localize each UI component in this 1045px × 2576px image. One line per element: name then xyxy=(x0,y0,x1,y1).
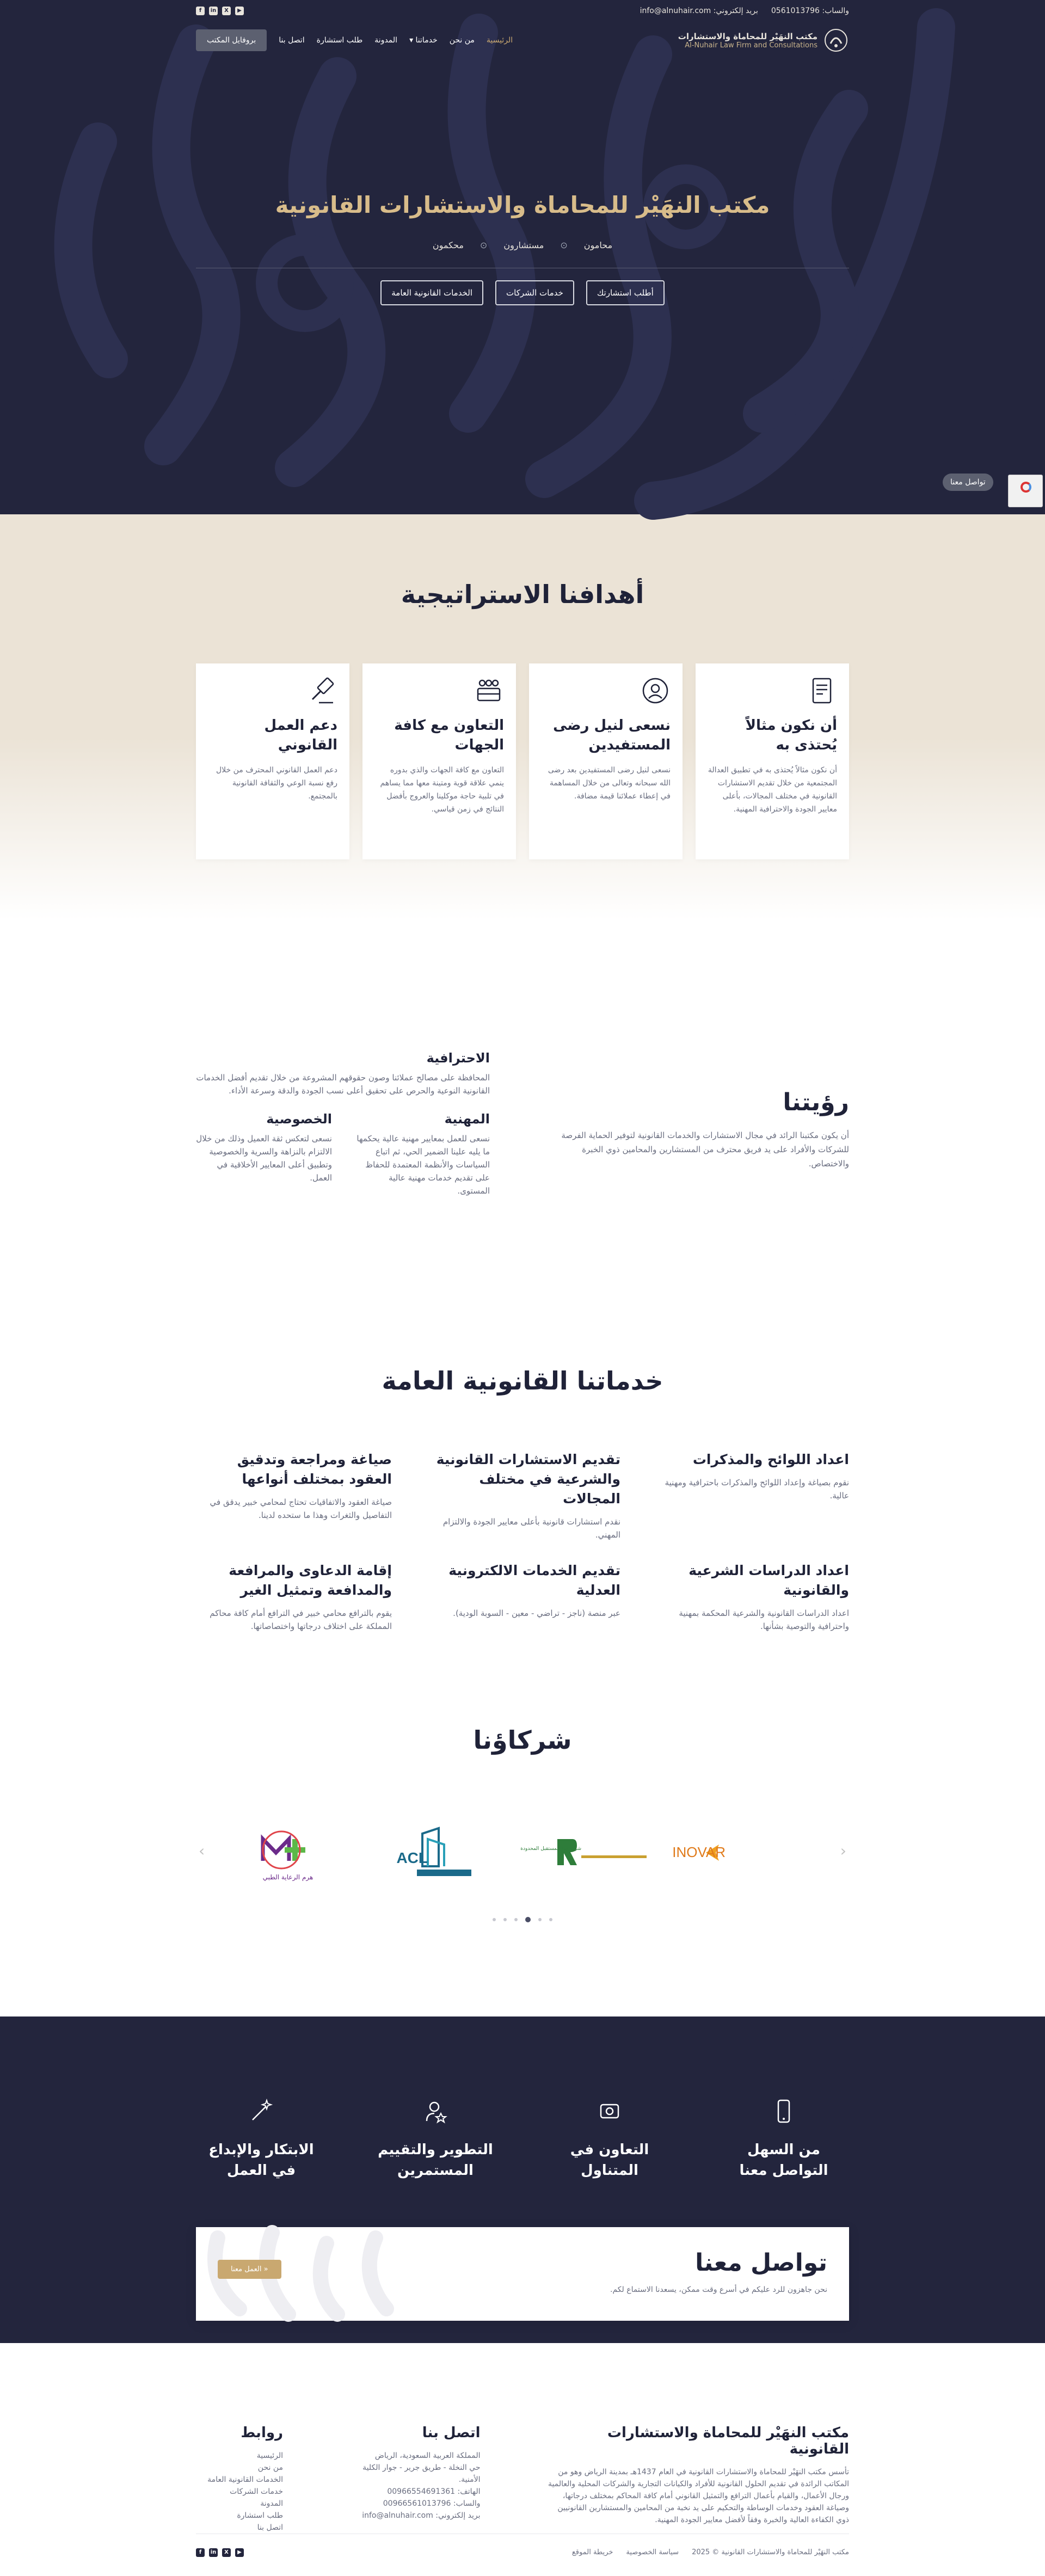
company-services-button[interactable]: خدمات الشركات xyxy=(495,280,574,305)
brand[interactable] xyxy=(678,27,849,53)
goal-title: التعاون مع كافة الجهات xyxy=(394,717,504,753)
nav-menu xyxy=(196,29,513,51)
vision-text: أن يكون مكتبنا الرائد في مجال الاستشارات والخدمات القانونية لتوفير الحماية الفرصة للشركات والأفراد على يد فريق محترف من المستشارين والمحامين ذوي الخبرة والاختصاص. xyxy=(561,1130,849,1169)
goal-text: أن نكون مثالاً يُحتذى به في تطبيق العدالة المجتمعية من خلال تقديم الاستشارات القانونية في مختلف المجالات، بأعلى معايير الجودة والاحترافية المهنية. xyxy=(708,766,837,814)
brand-logo-icon xyxy=(823,27,849,53)
footer-link[interactable]: المدونة xyxy=(260,2499,283,2508)
brand-name-ar: مكتب النهَيْر للمحاماة والاستشارات xyxy=(678,31,817,41)
recaptcha-badge[interactable] xyxy=(1008,475,1043,507)
document-icon xyxy=(807,675,837,706)
carousel-dot[interactable] xyxy=(503,1918,507,1921)
partner-name: شركة بناء المستقبل المحدودة xyxy=(520,1846,581,1852)
goal-text: التعاون مع كافة الجهات والذي بدوره ينمي علاقة قوية ومتينة معها مما يساهم في تلبية حاجة موكلينا والعروج بأفضل النتائج في زمن قياسي. xyxy=(380,766,504,814)
footer-social-links xyxy=(196,2548,244,2557)
footer-about-text: تأسس مكتب النهَيْر للمحاماة والاستشارات القانونية في العام 1437هـ بمدينة الرياض وهو من المكاتب الرائدة في تقديم الحلول القانونية للأفراد والكيانات التجارية والشركات المحلية والعالمية ورجال الأعمال، والقيام بأعمال الترافع والتمثيل القانوني أمام كافة المحاكم بمختلف درجاتها، وصياغة العقود وخدمات الوساطة والتحكيم على يد نخبة من المحامين والمستشارين القانونيين ذوي الكفاءة العالية والخبرة وفقاً لأفضل معايير الجودة المهنية. xyxy=(548,2468,849,2524)
service-title: صياغة ومراجعة وتدقيق العقود بمختلف أنواعها xyxy=(237,1452,392,1487)
nav-about[interactable]: من نحن xyxy=(449,36,475,45)
contact-chat-button[interactable]: تواصل معنا xyxy=(943,474,993,491)
topbar-whatsapp[interactable]: والساب: 0561013796 xyxy=(771,7,849,15)
request-consultation-button[interactable]: أطلب استشارتك xyxy=(586,280,665,305)
brand-name-en: Al-Nuhair Law Firm and Consultations xyxy=(685,41,817,50)
footer-contact xyxy=(350,2425,481,2534)
goal-card xyxy=(529,663,683,859)
goals-section xyxy=(0,514,1045,920)
service-item[interactable] xyxy=(425,1561,620,1633)
footer-about xyxy=(547,2425,849,2534)
hero-tagline xyxy=(196,240,849,250)
copyright-bar xyxy=(196,2534,849,2571)
goals-title: أهدافنا الاستراتيجية xyxy=(401,580,644,609)
footer-link[interactable]: الخدمات القانونية العامة xyxy=(207,2475,283,2484)
contact-card xyxy=(196,2227,849,2321)
feature-title: التطوير والتقييم المستمرين xyxy=(378,2142,493,2179)
inovar-logo-icon xyxy=(672,1839,812,1866)
partner-logo-inovar[interactable] xyxy=(672,1823,812,1883)
feature-item xyxy=(718,2098,849,2181)
carousel-dot[interactable] xyxy=(514,1918,518,1921)
service-item[interactable] xyxy=(425,1450,620,1541)
service-title: اعداد الدراسات الشرعية والقانونية xyxy=(689,1563,849,1598)
partner-logo-acl[interactable] xyxy=(390,1823,499,1883)
service-item[interactable] xyxy=(653,1561,849,1633)
service-text: نقدم استشارات قانونية بأعلى معايير الجودة والالتزام المهني. xyxy=(442,1517,620,1540)
topbar-email[interactable]: بريد إلكتروني: info@alnuhair.com xyxy=(640,7,758,15)
goal-text: نسعى لنيل رضى المستفيدين بعد رضى الله سبحانه وتعالى من خلال المساهمة في إعطاء عملائنا قيمة مضافة. xyxy=(548,766,671,801)
nav-blog[interactable]: المدونة xyxy=(374,36,398,45)
footer-links-title: روابط xyxy=(241,2425,283,2441)
acl-logo-icon xyxy=(396,1823,482,1883)
service-text: اعداد الدراسات القانونية والشرعية المحكمة بمهنية واحترافية والتوصية بشأنها. xyxy=(679,1608,849,1631)
contact-card-text: نحن جاهزون للرد عليكم في أسرع وقت ممكن، يسعدنا الاستماع لكم. xyxy=(610,2285,827,2294)
value-title: المهنية xyxy=(444,1111,490,1127)
feature-item xyxy=(544,2098,675,2181)
goal-card xyxy=(362,663,516,859)
footer-link[interactable]: خدمات الشركات xyxy=(230,2487,283,2496)
value-title: الاحترافية xyxy=(426,1050,490,1066)
service-text: يقوم بالترافع محامي خبير في الترافع أمام كافة محاكم المملكة على اختلاف درجاتها واختصاصاتها. xyxy=(210,1608,392,1631)
tagline-item: محامون xyxy=(583,240,613,250)
hero-section xyxy=(0,0,1045,514)
profile-button[interactable]: بروفايل المكتب xyxy=(196,29,267,51)
youtube-icon[interactable]: ▶ xyxy=(235,2548,244,2557)
carousel-dot[interactable] xyxy=(538,1918,542,1921)
partners-section xyxy=(0,1725,1045,2016)
value-item xyxy=(196,1111,332,1197)
carousel-next-icon[interactable]: ‹ xyxy=(840,1842,846,1860)
feature-item xyxy=(196,2098,327,2181)
value-title: الخصوصية xyxy=(266,1111,332,1127)
tagline-item: محكمون xyxy=(432,240,464,250)
footer-contact-line: المملكة العربية السعودية، الرياض xyxy=(374,2451,481,2460)
carousel-dot[interactable] xyxy=(493,1918,496,1921)
partner-logo-haram[interactable] xyxy=(233,1823,342,1883)
nav-home[interactable]: الرئيسية xyxy=(486,36,513,45)
value-text: نسعى للعمل بمعايير مهنية عالية يحكمها ما يليه علينا الضمير الحي، ثم اتباع السياسات والأنظمة المعتمدة للحفاظ على تقديم خدمات مهنية عالية المستوى. xyxy=(356,1134,490,1196)
contact-card-title: تواصل معنا xyxy=(695,2249,827,2277)
nav-services[interactable]: خدماتنا ▾ xyxy=(409,36,438,45)
service-title: تقديم الاستشارات القانونية والشرعية في مختلف المجالات xyxy=(436,1452,620,1507)
separator-icon: ⊙ xyxy=(480,240,488,250)
services-title: خدماتنا القانونية العامة xyxy=(382,1366,663,1395)
footer-link[interactable]: من نحن xyxy=(257,2463,283,2472)
x-icon[interactable]: X xyxy=(222,2548,231,2557)
service-text: عبر منصة (ناجز - تراضي - معين - السوبة الودية). xyxy=(453,1608,620,1618)
team-icon xyxy=(474,675,504,706)
facebook-icon[interactable]: f xyxy=(196,7,205,15)
sparkle-icon xyxy=(248,2098,274,2124)
social-links xyxy=(196,7,244,15)
footer-whatsapp[interactable]: والساب: 00966561013796 xyxy=(383,2499,481,2508)
footer-email[interactable]: بريد إلكتروني: info@alnuhair.com xyxy=(362,2511,481,2520)
service-text: صياغة العقود والاتفاقيات تحتاج لمحامي خبير يدقق في التفاصيل والثغرات وهذا ما ستحده لدينا. xyxy=(210,1497,392,1520)
service-title: اعداد اللوائح والمذكرات xyxy=(692,1452,849,1467)
vision-section xyxy=(0,920,1045,1355)
goal-title: نسعى لنيل رضى المستفيدين xyxy=(553,717,671,753)
goal-card xyxy=(696,663,849,859)
award-icon xyxy=(422,2098,448,2124)
phone-icon xyxy=(771,2098,797,2124)
service-item[interactable] xyxy=(196,1450,392,1541)
linkedin-icon[interactable]: in xyxy=(209,2548,218,2557)
youtube-icon[interactable]: ▶ xyxy=(235,7,244,15)
gavel-icon xyxy=(307,675,337,706)
partner-logo-binaa[interactable] xyxy=(520,1823,655,1883)
partners-title: شركاؤنا xyxy=(473,1725,572,1755)
feature-item xyxy=(370,2098,501,2181)
haram-logo-icon xyxy=(250,1823,326,1883)
services-section xyxy=(0,1355,1045,1725)
vision-title: رؤيتنا xyxy=(783,1089,849,1116)
footer-contact-title: اتصل بنا xyxy=(422,2425,481,2441)
carousel-dots xyxy=(0,1918,1045,1922)
value-item xyxy=(354,1111,490,1197)
topbar xyxy=(196,0,849,20)
service-title: إقامة الدعاوى والمرافعة والمدافعة وتمثيل الغير xyxy=(229,1563,392,1598)
service-item[interactable] xyxy=(196,1561,392,1633)
x-icon[interactable]: X xyxy=(222,7,231,15)
general-services-button[interactable]: الخدمات القانونية العامة xyxy=(380,280,483,305)
footer-about-title: مكتب النهَيْر للمحاماة والاستشارات القانونية xyxy=(607,2425,849,2457)
footer-link[interactable]: اتصل بنا xyxy=(257,2523,283,2532)
partners-carousel xyxy=(199,1820,846,1885)
linkedin-icon[interactable]: in xyxy=(209,7,218,15)
binaa-logo-icon xyxy=(520,1834,655,1872)
main-navbar xyxy=(196,20,849,61)
privacy-link[interactable]: سياسة الخصوصية xyxy=(626,2548,679,2556)
nav-consultation[interactable]: طلب استشارة xyxy=(316,36,363,45)
footer-phone[interactable]: الهاتف: 00966554691361 xyxy=(387,2487,481,2496)
carousel-prev-icon[interactable]: › xyxy=(199,1842,205,1860)
carousel-dot-active[interactable] xyxy=(525,1917,531,1922)
copyright-text: مكتب النهَيْر للمحاماة والاستشارات القانونية © 2025 xyxy=(692,2548,849,2556)
partner-name: هرم الرعاية الطبي xyxy=(262,1873,314,1881)
service-title: تقديم الخدمات الالكترونية العدلية xyxy=(448,1563,620,1598)
value-text: نسعى لتعكس ثقة العميل وذلك من خلال الالتزام بالنزاهة والسرية والخصوصية وتطبيق أعلى المعايير الأخلاقية في العمل. xyxy=(196,1134,332,1183)
features-section xyxy=(0,2016,1045,2343)
partner-name: ACL xyxy=(396,1849,428,1866)
goal-title: دعم العمل القانوني xyxy=(264,717,337,753)
work-with-us-button[interactable]: « العمل معنا xyxy=(218,2260,281,2279)
target-icon xyxy=(640,675,671,706)
service-text: نقوم بصياغة وإعداد اللوائح والمذكرات باحترافية ومهنية عالية. xyxy=(665,1478,849,1501)
handshake-icon xyxy=(597,2098,623,2124)
value-item xyxy=(196,1050,490,1097)
sitemap-link[interactable]: خريطة الموقع xyxy=(571,2548,613,2556)
value-text: المحافظة على مصالح عملائنا وصون حقوقهم المشروعة من خلال تقديم أفضل الخدمات القانونية النوعية والحرص على تحقيق أعلى نسب الجودة والدقة وسرعة الأداء. xyxy=(196,1073,490,1096)
footer-links xyxy=(196,2425,283,2534)
recaptcha-icon xyxy=(1021,482,1031,493)
nav-contact[interactable]: اتصل بنا xyxy=(279,36,305,45)
facebook-icon[interactable]: f xyxy=(196,2548,205,2557)
feature-title: الابتكار والإبداع في العمل xyxy=(208,2142,314,2179)
partner-name: INOVAR xyxy=(672,1844,726,1860)
hero-title: مكتب النهَيْر للمحاماة والاستشارات القانونية xyxy=(275,192,770,218)
footer-contact-line: حي النخلة - طريق جرير - جوار الكلية الأمنية. xyxy=(362,2463,481,2484)
footer-link[interactable]: الرئيسية xyxy=(256,2451,283,2460)
tagline-item: مستشارون xyxy=(503,240,544,250)
footer-link[interactable]: طلب استشارة xyxy=(237,2511,283,2520)
feature-title: التعاون في المتناول xyxy=(570,2142,649,2179)
feature-title: من السهل التواصل معنا xyxy=(739,2142,828,2179)
service-item[interactable] xyxy=(653,1450,849,1541)
goal-text: دعم العمل القانوني المحترف من خلال رفع نسبة الوعي والثقافة القانونية بالمجتمع. xyxy=(216,766,337,801)
carousel-dot[interactable] xyxy=(549,1918,552,1921)
separator-icon: ⊙ xyxy=(560,240,568,250)
goal-card xyxy=(196,663,349,859)
goal-title: أن نكون مثالاً يُحتذى به xyxy=(745,717,837,753)
